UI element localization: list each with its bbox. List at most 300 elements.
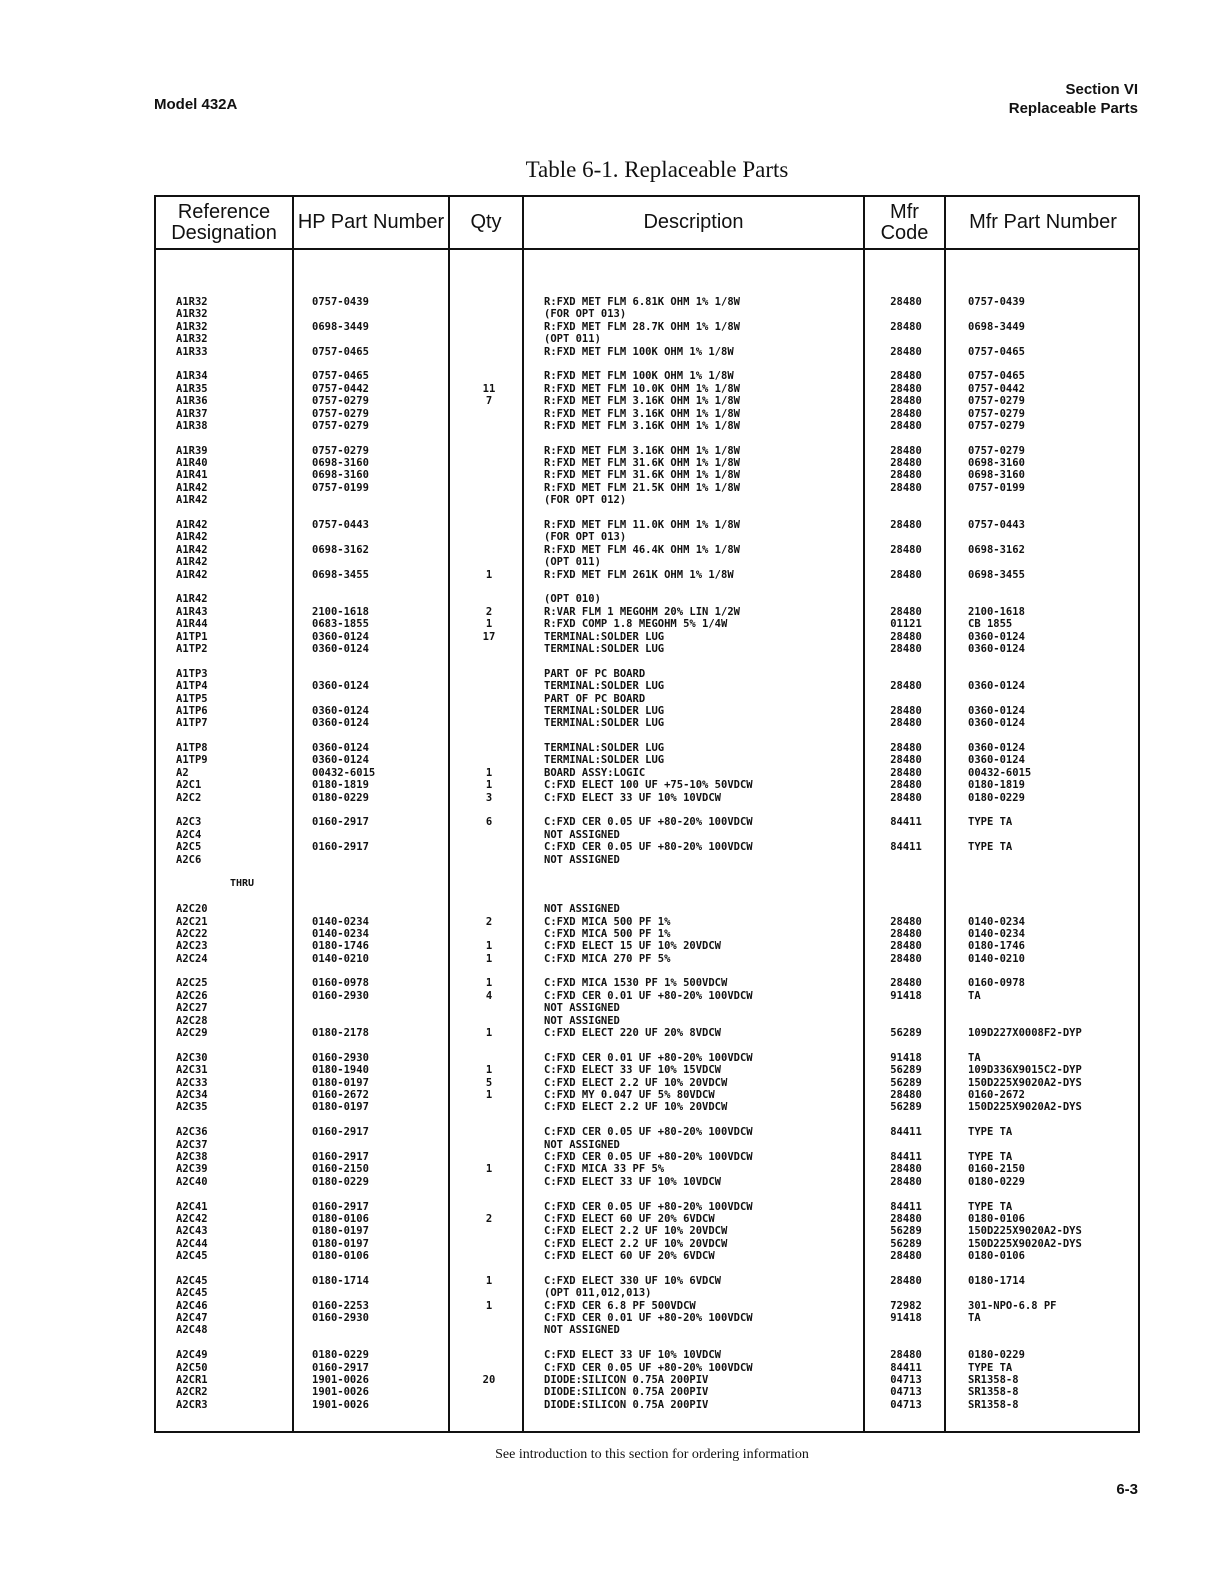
cell-hp: 0140-0234 — [312, 915, 369, 928]
table-row — [156, 977, 1138, 989]
cell-mpn: 0180-0106 — [968, 1212, 1025, 1225]
cell-desc: R:FXD MET FLM 3.16K OHM 1% 1/8W — [544, 395, 740, 408]
cell-ref: A2C27 — [176, 1002, 208, 1015]
cell-qty: 1 — [485, 766, 493, 779]
cell-mpn: 150D225X9020A2-DYS — [968, 1225, 1082, 1238]
cell-desc: R:FXD MET FLM 3.16K OHM 1% 1/8W — [544, 419, 740, 432]
cell-mfr: 28480 — [890, 543, 922, 556]
column-header-reference: Reference Designation — [171, 200, 277, 244]
cell-desc: PART OF PC BOARD — [544, 692, 646, 705]
cell-hp: 0180-0197 — [312, 1237, 369, 1250]
cell-hp: 0180-0197 — [312, 1101, 369, 1114]
cell-ref: A2CR1 — [176, 1373, 208, 1386]
table-row — [156, 606, 1138, 618]
cell-ref: A1R42 — [176, 531, 208, 544]
column-header-hp-part: HP Part Number — [297, 211, 445, 233]
table-row — [156, 916, 1138, 928]
cell-mfr: 84411 — [890, 1126, 922, 1139]
table-row — [156, 1201, 1138, 1213]
cell-mpn: 150D225X9020A2-DYS — [968, 1076, 1082, 1089]
cell-desc: C:FXD MICA 1530 PF 1% 500VDCW — [544, 977, 728, 990]
cell-hp: 0140-0210 — [312, 952, 369, 965]
cell-mpn: 00432-6015 — [968, 766, 1032, 779]
cell-hp: 0160-2917 — [312, 1200, 369, 1213]
cell-desc: (FOR OPT 013) — [544, 308, 627, 321]
cell-mpn: CB 1855 — [968, 618, 1013, 631]
cell-hp: 0160-2930 — [312, 989, 369, 1002]
cell-ref: A2C22 — [176, 927, 208, 940]
cell-hp: 0360-0124 — [312, 742, 369, 755]
cell-hp: 0698-3455 — [312, 568, 369, 581]
cell-ref: A1R39 — [176, 444, 208, 457]
table-row — [156, 1213, 1138, 1225]
table-row — [156, 1238, 1138, 1250]
cell-mpn: 0757-0442 — [968, 382, 1025, 395]
cell-mpn: TYPE TA — [968, 816, 1013, 829]
cell-mpn: TYPE TA — [968, 1200, 1013, 1213]
cell-ref: A1R36 — [176, 395, 208, 408]
cell-mfr: 84411 — [890, 816, 922, 829]
cell-hp: 1901-0026 — [312, 1373, 369, 1386]
cell-qty: 20 — [482, 1373, 496, 1386]
table-row — [156, 445, 1138, 457]
cell-mfr: 28480 — [890, 1175, 922, 1188]
cell-mfr: 91418 — [890, 1312, 922, 1325]
cell-mpn: 0180-1714 — [968, 1274, 1025, 1287]
cell-mfr: 56289 — [890, 1101, 922, 1114]
cell-mfr: 28480 — [890, 927, 922, 940]
row-spacer — [156, 432, 1138, 444]
cell-ref: A2C33 — [176, 1076, 208, 1089]
table-row — [156, 990, 1138, 1002]
cell-desc: C:FXD CER 0.01 UF +80-20% 100VDCW — [544, 1312, 753, 1325]
cell-desc: C:FXD MY 0.047 UF 5% 80VDCW — [544, 1089, 715, 1101]
table-row — [156, 1275, 1138, 1287]
table-row — [156, 531, 1138, 543]
cell-desc: C:FXD CER 0.05 UF +80-20% 100VDCW — [544, 1126, 753, 1139]
table-row — [156, 680, 1138, 692]
cell-ref: A2 — [176, 766, 189, 779]
cell-mfr: 28480 — [890, 370, 922, 383]
cell-mfr: 28480 — [890, 1089, 922, 1101]
cell-mfr: 28480 — [890, 605, 922, 618]
table-row — [156, 1151, 1138, 1163]
table-row — [156, 1027, 1138, 1039]
cell-desc: TERMINAL:SOLDER LUG — [544, 642, 665, 655]
cell-desc: R:FXD MET FLM 31.6K OHM 1% 1/8W — [544, 469, 740, 482]
cell-ref: A2C28 — [176, 1014, 208, 1027]
cell-desc: R:FXD MET FLM 261K OHM 1% 1/8W — [544, 568, 734, 581]
table-row — [156, 1163, 1138, 1175]
cell-mfr: 28480 — [890, 1163, 922, 1176]
cell-hp: 0180-0229 — [312, 1349, 369, 1362]
cell-hp: 0180-0197 — [312, 1076, 369, 1089]
column-header-description: Description — [643, 211, 744, 233]
cell-ref: A1TP2 — [176, 642, 208, 655]
cell-mpn: 0160-2672 — [968, 1089, 1025, 1101]
thru-row — [156, 878, 1138, 890]
cell-ref: A1TP1 — [176, 630, 208, 643]
table-row — [156, 395, 1138, 407]
cell-hp: 0757-0279 — [312, 395, 369, 408]
cell-mpn: 0360-0124 — [968, 680, 1025, 693]
cell-desc: NOT ASSIGNED — [544, 903, 620, 916]
table-row — [156, 457, 1138, 469]
cell-hp: 0757-0465 — [312, 345, 369, 358]
cell-mpn: 0360-0124 — [968, 754, 1025, 767]
cell-ref: A2C43 — [176, 1225, 208, 1238]
cell-mpn: 0698-3449 — [968, 320, 1025, 333]
cell-ref: A1TP4 — [176, 680, 208, 693]
cell-mpn: TYPE TA — [968, 1126, 1013, 1139]
cell-desc: NOT ASSIGNED — [544, 828, 620, 841]
cell-ref: A2C24 — [176, 952, 208, 965]
cell-qty: 1 — [485, 1274, 493, 1287]
cell-hp: 0180-0106 — [312, 1250, 369, 1263]
cell-mfr: 56289 — [890, 1064, 922, 1077]
cell-desc: C:FXD ELECT 100 UF +75-10% 50VDCW — [544, 779, 753, 792]
table-row — [156, 1324, 1138, 1336]
cell-mfr: 91418 — [890, 1051, 922, 1064]
cell-mpn: 2100-1618 — [968, 605, 1025, 618]
table-row — [156, 1374, 1138, 1386]
cell-ref: A2C3 — [176, 816, 202, 829]
table-row — [156, 693, 1138, 705]
cell-mfr: 28480 — [890, 977, 922, 990]
cell-mfr: 84411 — [890, 841, 922, 854]
cell-desc: R:FXD MET FLM 100K OHM 1% 1/8W — [544, 345, 734, 358]
cell-ref: A2C25 — [176, 977, 208, 990]
cell-mpn: 0360-0124 — [968, 742, 1025, 755]
cell-desc: TERMINAL:SOLDER LUG — [544, 680, 665, 693]
cell-desc: C:FXD CER 0.05 UF +80-20% 100VDCW — [544, 1361, 753, 1374]
cell-ref: A2C49 — [176, 1349, 208, 1362]
table-row — [156, 792, 1138, 804]
cell-ref: A2C45 — [176, 1250, 208, 1263]
cell-desc: C:FXD MICA 33 PF 5% — [544, 1163, 665, 1176]
cell-ref: A2C40 — [176, 1175, 208, 1188]
cell-ref: A2CR2 — [176, 1386, 208, 1399]
cell-mpn: 0757-0465 — [968, 345, 1025, 358]
cell-hp: 0160-2917 — [312, 841, 369, 854]
cell-hp: 0757-0199 — [312, 481, 369, 494]
cell-desc: C:FXD ELECT 2.2 UF 10% 20VDCW — [544, 1101, 728, 1114]
cell-ref: A1R33 — [176, 345, 208, 358]
cell-mfr: 56289 — [890, 1225, 922, 1238]
cell-mfr: 28480 — [890, 717, 922, 730]
cell-mpn: 0180-0106 — [968, 1250, 1025, 1263]
table-row — [156, 854, 1138, 866]
cell-ref: A1TP9 — [176, 754, 208, 767]
cell-hp: 0360-0124 — [312, 717, 369, 730]
cell-mpn: 0140-0234 — [968, 915, 1025, 928]
cell-ref: A2C38 — [176, 1150, 208, 1163]
cell-mpn: TYPE TA — [968, 1361, 1013, 1374]
cell-mfr: 84411 — [890, 1150, 922, 1163]
row-spacer — [156, 965, 1138, 977]
cell-mfr: 28480 — [890, 457, 922, 470]
cell-ref: A1TP5 — [176, 692, 208, 705]
table-row — [156, 705, 1138, 717]
cell-ref: A2C35 — [176, 1101, 208, 1114]
cell-desc: R:FXD MET FLM 11.0K OHM 1% 1/8W — [544, 519, 740, 532]
cell-ref: A1R35 — [176, 382, 208, 395]
cell-mpn: 0360-0124 — [968, 717, 1025, 730]
cell-ref: A2C37 — [176, 1138, 208, 1151]
row-spacer — [156, 891, 1138, 903]
cell-desc: C:FXD CER 0.05 UF +80-20% 100VDCW — [544, 841, 753, 854]
cell-ref: A2C20 — [176, 903, 208, 916]
cell-qty: 1 — [485, 568, 493, 581]
cell-mfr: 91418 — [890, 989, 922, 1002]
table-row — [156, 1064, 1138, 1076]
table-row — [156, 544, 1138, 556]
cell-desc: C:FXD ELECT 220 UF 20% 8VDCW — [544, 1027, 722, 1040]
cell-hp: 0360-0124 — [312, 630, 369, 643]
table-row — [156, 618, 1138, 630]
cell-ref: A2C36 — [176, 1126, 208, 1139]
cell-hp: 0180-0229 — [312, 791, 369, 804]
row-spacer — [156, 581, 1138, 593]
cell-mfr: 28480 — [890, 519, 922, 532]
cell-ref: A2CR3 — [176, 1398, 208, 1411]
cell-mpn: 0360-0124 — [968, 642, 1025, 655]
cell-hp: 0180-0229 — [312, 1175, 369, 1188]
cell-hp: 0757-0279 — [312, 419, 369, 432]
cell-ref: A2C5 — [176, 841, 202, 854]
cell-desc: BOARD ASSY:LOGIC — [544, 766, 646, 779]
cell-mfr: 28480 — [890, 382, 922, 395]
cell-hp: 2100-1618 — [312, 605, 369, 618]
cell-desc: C:FXD MICA 500 PF 1% — [544, 915, 671, 928]
cell-desc: R:VAR FLM 1 MEGOHM 20% LIN 1/2W — [544, 605, 740, 618]
table-row — [156, 519, 1138, 531]
parts-table — [154, 195, 1140, 1433]
column-header-qty: Qty — [470, 211, 502, 233]
cell-hp: 0757-0442 — [312, 382, 369, 395]
cell-ref: A2C1 — [176, 779, 202, 792]
cell-hp: 0757-0439 — [312, 296, 369, 308]
cell-desc: PART OF PC BOARD — [544, 667, 646, 680]
table-row — [156, 383, 1138, 395]
table-row — [156, 408, 1138, 420]
table-row — [156, 569, 1138, 581]
table-row — [156, 668, 1138, 680]
cell-qty: 1 — [485, 1064, 493, 1077]
model-label: Model 432A — [154, 96, 238, 113]
table-row — [156, 1052, 1138, 1064]
table-row — [156, 742, 1138, 754]
cell-hp: 00432-6015 — [312, 766, 376, 779]
cell-hp: 0757-0279 — [312, 407, 369, 420]
cell-mfr: 28480 — [890, 704, 922, 717]
cell-qty: 3 — [485, 791, 493, 804]
table-row — [156, 940, 1138, 952]
cell-hp: 0683-1855 — [312, 618, 369, 631]
cell-mfr: 04713 — [890, 1398, 922, 1411]
column-header-mfr-part: Mfr Part Number — [969, 211, 1117, 233]
cell-desc: C:FXD ELECT 330 UF 10% 6VDCW — [544, 1274, 722, 1287]
table-row — [156, 1250, 1138, 1262]
section-number: Section VI — [1065, 81, 1138, 98]
table-row — [156, 717, 1138, 729]
cell-hp: 0360-0124 — [312, 704, 369, 717]
table-row — [156, 1300, 1138, 1312]
cell-ref: A1R32 — [176, 320, 208, 333]
cell-hp: 0140-0234 — [312, 927, 369, 940]
cell-mpn: 0180-1746 — [968, 940, 1025, 953]
cell-desc: R:FXD COMP 1.8 MEGOHM 5% 1/4W — [544, 618, 728, 631]
cell-ref: A1R42 — [176, 481, 208, 494]
cell-mpn: TA — [968, 1312, 981, 1325]
table-row — [156, 1002, 1138, 1014]
cell-hp: 0160-2930 — [312, 1312, 369, 1325]
cell-mfr: 28480 — [890, 1274, 922, 1287]
table-row — [156, 1089, 1138, 1101]
cell-mfr: 28480 — [890, 742, 922, 755]
cell-desc: C:FXD ELECT 60 UF 20% 6VDCW — [544, 1250, 715, 1263]
cell-hp: 1901-0026 — [312, 1398, 369, 1411]
table-row — [156, 1139, 1138, 1151]
table-row — [156, 631, 1138, 643]
cell-ref: A2C34 — [176, 1089, 208, 1101]
cell-mfr: 28480 — [890, 469, 922, 482]
cell-qty: 1 — [485, 977, 493, 990]
cell-hp: 0698-3162 — [312, 543, 369, 556]
cell-desc: C:FXD CER 0.05 UF +80-20% 100VDCW — [544, 1150, 753, 1163]
cell-qty: 1 — [485, 1163, 493, 1176]
row-spacer — [156, 730, 1138, 742]
table-row — [156, 1176, 1138, 1188]
cell-desc: R:FXD MET FLM 6.81K OHM 1% 1/8W — [544, 296, 740, 308]
cell-mfr: 56289 — [890, 1076, 922, 1089]
cell-mfr: 28480 — [890, 1349, 922, 1362]
cell-mpn: 0757-0279 — [968, 419, 1025, 432]
cell-mfr: 28480 — [890, 481, 922, 494]
table-row — [156, 420, 1138, 432]
row-spacer — [156, 507, 1138, 519]
cell-ref: A1R32 — [176, 296, 208, 308]
cell-mpn: 150D225X9020A2-DYS — [968, 1237, 1082, 1250]
cell-mpn: 109D336X9015C2-DYP — [968, 1064, 1082, 1077]
cell-hp: 0160-2930 — [312, 1051, 369, 1064]
table-row — [156, 296, 1138, 308]
cell-ref: A1R40 — [176, 457, 208, 470]
thru-label: THRU — [230, 878, 255, 890]
cell-ref: A2C21 — [176, 915, 208, 928]
cell-mpn: 0180-0229 — [968, 1349, 1025, 1362]
cell-mpn: 0180-0229 — [968, 791, 1025, 804]
cell-mpn: 301-NPO-6.8 PF — [968, 1299, 1057, 1312]
cell-hp: 0160-2917 — [312, 1361, 369, 1374]
cell-desc: NOT ASSIGNED — [544, 1324, 620, 1337]
cell-mpn: 0757-0439 — [968, 296, 1025, 308]
table-row — [156, 1101, 1138, 1113]
table-row — [156, 1386, 1138, 1398]
table-row — [156, 1349, 1138, 1361]
table-row — [156, 494, 1138, 506]
cell-ref: A1R32 — [176, 308, 208, 321]
cell-ref: A2C2 — [176, 791, 202, 804]
cell-mpn: 0757-0279 — [968, 407, 1025, 420]
cell-desc: C:FXD CER 0.05 UF +80-20% 100VDCW — [544, 816, 753, 829]
cell-mfr: 84411 — [890, 1200, 922, 1213]
table-row — [156, 643, 1138, 655]
cell-desc: C:FXD MICA 270 PF 5% — [544, 952, 671, 965]
table-row — [156, 754, 1138, 766]
cell-mpn: 0160-0978 — [968, 977, 1025, 990]
cell-ref: A1R42 — [176, 556, 208, 569]
cell-desc: R:FXD MET FLM 3.16K OHM 1% 1/8W — [544, 444, 740, 457]
cell-mpn: SR1358-8 — [968, 1398, 1019, 1411]
cell-mfr: 28480 — [890, 1212, 922, 1225]
cell-desc: R:FXD MET FLM 21.5K OHM 1% 1/8W — [544, 481, 740, 494]
cell-desc: (OPT 011,012,013) — [544, 1287, 652, 1300]
cell-hp: 0698-3160 — [312, 469, 369, 482]
cell-hp: 0360-0124 — [312, 754, 369, 767]
cell-desc: R:FXD MET FLM 28.7K OHM 1% 1/8W — [544, 320, 740, 333]
ordering-note: See introduction to this section for ordering information — [495, 1447, 809, 1462]
cell-qty: 6 — [485, 816, 493, 829]
cell-mpn: 150D225X9020A2-DYS — [968, 1101, 1082, 1114]
cell-ref: A2C48 — [176, 1324, 208, 1337]
row-spacer — [156, 358, 1138, 370]
cell-hp: 0698-3449 — [312, 320, 369, 333]
row-spacer — [156, 1188, 1138, 1200]
cell-desc: NOT ASSIGNED — [544, 1138, 620, 1151]
cell-ref: A2C29 — [176, 1027, 208, 1040]
cell-mpn: SR1358-8 — [968, 1373, 1019, 1386]
cell-mfr: 28480 — [890, 680, 922, 693]
cell-ref: A2C46 — [176, 1299, 208, 1312]
cell-ref: A1TP8 — [176, 742, 208, 755]
cell-mfr: 01121 — [890, 618, 922, 631]
table-row — [156, 482, 1138, 494]
cell-desc: R:FXD MET FLM 10.0K OHM 1% 1/8W — [544, 382, 740, 395]
cell-desc: NOT ASSIGNED — [544, 1014, 620, 1027]
cell-qty: 1 — [485, 1299, 493, 1312]
cell-ref: A2C30 — [176, 1051, 208, 1064]
cell-hp: 0160-2917 — [312, 1126, 369, 1139]
cell-ref: A1R42 — [176, 494, 208, 507]
table-row — [156, 841, 1138, 853]
cell-hp: 0160-2253 — [312, 1299, 369, 1312]
cell-hp: 0757-0279 — [312, 444, 369, 457]
cell-ref: A1R38 — [176, 419, 208, 432]
cell-desc: C:FXD ELECT 2.2 UF 10% 20VDCW — [544, 1076, 728, 1089]
cell-ref: A1R42 — [176, 519, 208, 532]
table-row — [156, 1077, 1138, 1089]
cell-mpn: 0757-0465 — [968, 370, 1025, 383]
cell-desc: TERMINAL:SOLDER LUG — [544, 754, 665, 767]
cell-desc: (FOR OPT 013) — [544, 531, 627, 544]
cell-desc: R:FXD MET FLM 100K OHM 1% 1/8W — [544, 370, 734, 383]
cell-mpn: 0698-3160 — [968, 469, 1025, 482]
cell-desc: C:FXD ELECT 60 UF 20% 6VDCW — [544, 1212, 715, 1225]
cell-mfr: 28480 — [890, 915, 922, 928]
cell-mpn: 0140-0210 — [968, 952, 1025, 965]
table-row — [156, 321, 1138, 333]
cell-qty: 4 — [485, 989, 493, 1002]
cell-mfr: 28480 — [890, 345, 922, 358]
cell-ref: A1R42 — [176, 593, 208, 606]
cell-desc: (OPT 011) — [544, 556, 601, 569]
section-heading — [1009, 80, 1138, 118]
cell-hp: 0360-0124 — [312, 680, 369, 693]
cell-ref: A2C47 — [176, 1312, 208, 1325]
table-row — [156, 953, 1138, 965]
cell-mpn: SR1358-8 — [968, 1386, 1019, 1399]
